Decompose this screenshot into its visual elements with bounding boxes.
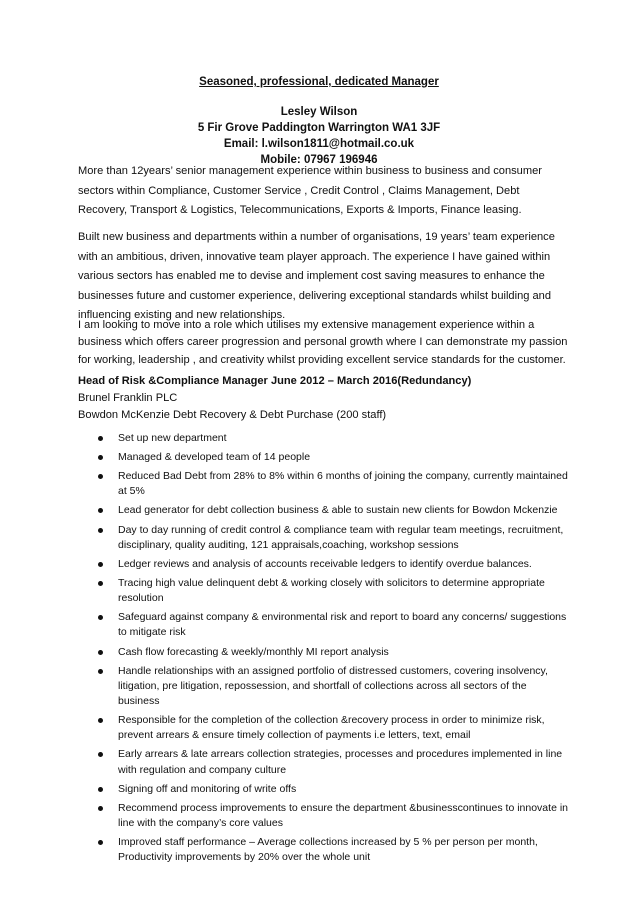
list-item-text: Day to day running of credit control & compliance team with regular team meetings, recruitment, disciplinary, quality auditing, 121 appraisals,coaching, workshop sessions — [118, 523, 564, 551]
bullet-icon — [98, 474, 103, 479]
bullet-icon — [98, 455, 103, 460]
list-item — [98, 747, 568, 777]
summary-paragraph-3: I am looking to move into a role which utilises my extensive management experience within a business which offers career progression and personal growth where I can demonstrate my passion for working, leadership , and creativity whilst providing excellent service standards for the customer. — [78, 319, 568, 366]
job-division: Bowdon McKenzie Debt Recovery & Debt Purchase (200 staff) — [78, 409, 387, 421]
bullet-icon — [98, 787, 103, 792]
job-company: Brunel Franklin PLC — [78, 392, 178, 404]
contact-mobile: Mobile: 07967 196946 — [260, 154, 378, 166]
bullet-icon — [98, 615, 103, 620]
list-item-text: Signing off and monitoring of write offs — [118, 782, 297, 795]
list-item-text: Recommend process improvements to ensure the department &businesscontinues to innovate in line with the company’s core values — [118, 801, 568, 830]
bullet-icon — [98, 752, 103, 757]
job-heading: Head of Risk &Compliance Manager June 2012 – March 2016(Redundancy) — [78, 375, 472, 387]
summary-paragraph-1: More than 12years’ senior management experience within business to business and consumer sectors within Compliance, Customer Service , Credit Control , Claims Management, Debt Recovery, Transport & Logistics, Telecommunications, Exports & Imports, Finance leasing. — [78, 165, 542, 216]
bullet-icon — [98, 669, 103, 674]
bullet-icon — [98, 436, 103, 441]
bullet-icon — [98, 562, 103, 567]
contact-block — [0, 104, 638, 168]
bullet-icon — [98, 718, 103, 723]
list-item — [98, 450, 568, 465]
list-item — [98, 664, 568, 710]
list-item — [98, 801, 568, 831]
list-item-text: Managed & developed team of 14 people — [118, 451, 311, 464]
contact-email: Email: l.wilson1811@hotmail.co.uk — [223, 138, 415, 150]
responsibilities-list — [98, 431, 568, 869]
list-item — [98, 782, 568, 797]
list-item — [98, 469, 568, 499]
list-item-text: Cash flow forecasting & weekly/monthly MI report analysis — [118, 645, 389, 658]
bullet-icon — [98, 508, 103, 513]
list-item-text: Responsible for the completion of the collection &recovery process in order to minimize risk, prevent arrears & ensure timely collection of payments i.e letters, text, email — [118, 714, 545, 742]
list-item-text: Improved staff performance – Average collections increased by 5 % per person per month, Productivity improvements by 20% over the whole unit — [118, 836, 538, 864]
list-item — [98, 503, 568, 518]
list-item — [98, 645, 568, 660]
bullet-icon — [98, 581, 103, 586]
summary-paragraph-2: Built new business and departments within a number of organisations, 19 years’ team experience with an ambitious, driven, innovative team player approach. The experience I have gained within various sectors has enabled me to devise and implement cost saving measures to enhance the businesses future and customer experience, delivering exceptional standards whilst building and influencing existing and new relationships. — [78, 231, 555, 321]
contact-name: Lesley Wilson — [280, 106, 358, 118]
bullet-icon — [98, 650, 103, 655]
list-item — [98, 557, 568, 572]
list-item-text: Early arrears & late arrears collection strategies, processes and procedures implemented in line with regulation and company culture — [118, 748, 563, 776]
bullet-icon — [98, 840, 103, 845]
list-item — [98, 835, 568, 865]
job-section — [78, 373, 578, 424]
list-item — [98, 431, 568, 446]
contact-address: 5 Fir Grove Paddington Warrington WA1 3JF — [197, 122, 441, 134]
list-item-text: Reduced Bad Debt from 28% to 8% within 6 months of joining the company, currently maintained at 5% — [118, 470, 568, 498]
list-item-text: Handle relationships with an assigned portfolio of distressed customers, covering insolvency, litigation, pre litigation, repossession, and shortfall of collections across all sectors of the business — [118, 664, 548, 708]
list-item-text: Safeguard against company & environmental risk and report to board any concerns/ suggestions to mitigate risk — [118, 611, 567, 639]
list-item — [98, 576, 568, 606]
list-item-text: Ledger reviews and analysis of accounts receivable ledgers to identify overdue balances. — [118, 557, 532, 570]
list-item-text: Tracing high value delinquent debt & working closely with solicitors to determine appropriate resolution — [118, 576, 545, 605]
resume-title: Seasoned, professional, dedicated Manager — [199, 76, 439, 88]
bullet-icon — [98, 806, 103, 811]
bullet-icon — [98, 528, 103, 533]
list-item-text: Lead generator for debt collection business & able to sustain new clients for Bowdon Mckenzie — [118, 504, 558, 517]
list-item — [98, 610, 568, 640]
list-item — [98, 523, 568, 553]
list-item — [98, 713, 568, 743]
list-item-text: Set up new department — [118, 432, 227, 444]
